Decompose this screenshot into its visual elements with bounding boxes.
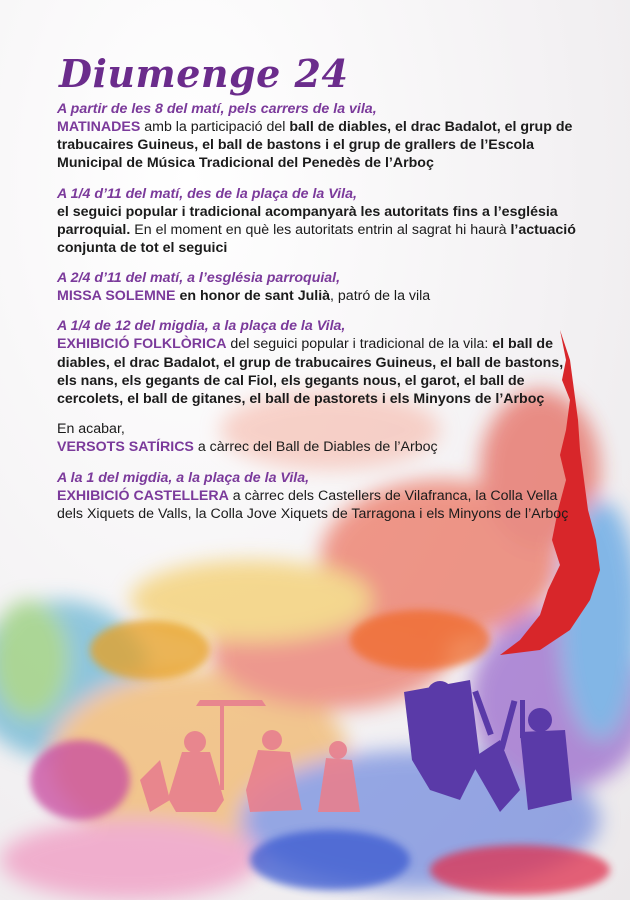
event-highlight: VERSOTS SATÍRICS bbox=[57, 439, 194, 456]
event-description bbox=[57, 335, 577, 408]
event-highlight: EXHIBICIÓ CASTELLERA bbox=[57, 487, 229, 504]
event-time-heading: A la 1 del migdia, a la plaça de la Vila, bbox=[57, 469, 310, 486]
event-bold-text: el seguici popular i tradicional acompanyarà les autoritats fins a l’església parroquial. bbox=[57, 203, 558, 238]
event-time-heading: A partir de les 8 del matí, pels carrers de la vila, bbox=[57, 101, 377, 117]
event-highlight: MATINADES bbox=[57, 119, 141, 135]
event-time-heading: A 1/4 de 12 del migdia, a la plaça de la Vila, bbox=[57, 318, 346, 335]
event-description bbox=[57, 203, 577, 258]
event-text: amb la participació del bbox=[140, 119, 290, 135]
event-text: a càrrec del Ball de Diables de l’Arboç bbox=[193, 439, 438, 456]
event-time-heading: A 1/4 d’11 del matí, des de la plaça de la Vila, bbox=[57, 185, 357, 202]
event-bold-text: el ball de diables, el drac Badalot, el grup de trabucaires Guineus, el ball de bastons, els nans, els gegants de cal Fiol, els gegants nous, el garot, el ball de cercolets, el ball de gitanes, el ball de pastorets i els Minyons de l’Arboç bbox=[57, 336, 564, 408]
event-text: a càrrec dels Castellers de Vilafranca, la Colla Vella dels Xiquets de Valls, la Colla Jove Xiquets de Tarragona i els Minyons de l’Arboç bbox=[57, 487, 569, 522]
event-castellera bbox=[57, 469, 577, 523]
event-description bbox=[57, 487, 577, 523]
event-highlight: MISSA SOLEMNE bbox=[57, 288, 176, 305]
event-lead: En acabar, bbox=[57, 421, 125, 438]
event-matinades bbox=[57, 100, 577, 173]
event-highlight: EXHIBICIÓ FOLKLÒRICA bbox=[57, 336, 227, 353]
event-description bbox=[57, 118, 577, 173]
event-time-heading: A 2/4 d’11 del matí, a l’església parroquial, bbox=[57, 270, 341, 287]
event-text: del seguici popular i tradicional de la vila: bbox=[226, 336, 493, 353]
event-description bbox=[57, 438, 577, 456]
program-content bbox=[57, 52, 577, 535]
event-exhibicio-folklorica bbox=[57, 317, 577, 408]
event-bold-text: l’actuació conjunta de tot el seguici bbox=[57, 221, 576, 257]
event-versots bbox=[57, 420, 577, 456]
page-title: Diumenge 24 bbox=[59, 51, 349, 96]
event-missa bbox=[57, 269, 577, 305]
event-description bbox=[57, 287, 577, 305]
event-seguici bbox=[57, 185, 577, 258]
event-text: En el moment en què les autoritats entrin al sagrat hi haurà bbox=[130, 221, 511, 238]
event-bold-text: ball de diables, el drac Badalot, el grup de trabucaires Guineus, el ball de bastons i el grup de grallers de l’Escola Municipal de Música Tradicional del Penedès de l’Arboç bbox=[57, 119, 573, 172]
event-bold-text: en honor de sant Julià bbox=[175, 288, 331, 305]
event-text: , patró de la vila bbox=[330, 288, 431, 305]
